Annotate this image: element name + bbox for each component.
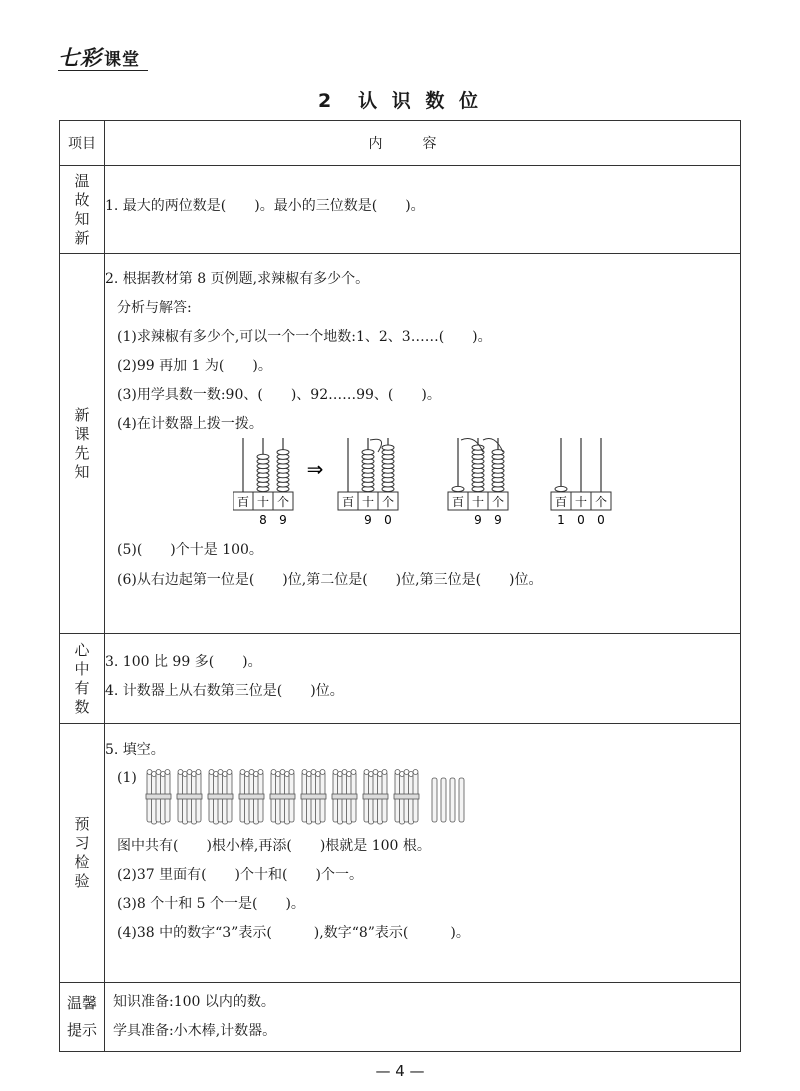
place-label: 十 (471, 495, 485, 509)
abacus-digit: 9 (279, 513, 287, 527)
stick-bundle (239, 770, 264, 825)
step-3: (3)用学具数一数:90、( )、92……99、( )。 (117, 387, 441, 403)
col-item-header: 项目 (60, 121, 105, 166)
abacus-bead (452, 486, 464, 491)
transform-arrow: ⇒ (306, 457, 324, 481)
lesson-table (59, 120, 741, 1052)
part-2: (2)37 里面有( )个十和( )个一。 (117, 867, 363, 883)
section-tips-label: 温馨 提示 (60, 983, 105, 1052)
page-number: — 4 — (375, 1062, 425, 1080)
tip-1: 知识准备:100 以内的数。 (113, 994, 275, 1010)
place-label: 个 (594, 495, 608, 509)
abacus-digit: 0 (384, 513, 392, 527)
stick-bundle (363, 770, 388, 825)
single-stick (432, 778, 437, 822)
stick-end (258, 770, 263, 775)
single-stick (441, 778, 446, 822)
section-check-label: 预 习 检 验 (60, 724, 105, 983)
abacus-bead (277, 450, 289, 455)
step-1: (1)求辣椒有多少个,可以一个一个地数:1、2、3……( )。 (117, 329, 492, 345)
stick-end (165, 770, 170, 775)
question-5: 5. 填空。 (105, 742, 165, 758)
place-label: 十 (361, 495, 375, 509)
stick-bundle (332, 770, 357, 825)
brand-sub: 课堂 (104, 50, 140, 70)
section-mind-label: 心 中 有 数 (60, 634, 105, 724)
bundle-band (146, 794, 171, 799)
section-mind (60, 634, 741, 724)
bundle-band (270, 794, 295, 799)
section-review (60, 166, 741, 254)
stick-end (227, 770, 232, 775)
part-4: (4)38 中的数字“3”表示( ),数字“8”表示( )。 (117, 925, 470, 941)
stick-bundle (208, 770, 233, 825)
stick-end (382, 770, 387, 775)
place-label: 个 (381, 495, 395, 509)
brand-logo (58, 42, 140, 72)
abacus-digit: 0 (597, 513, 605, 527)
bundle-band (363, 794, 388, 799)
stick-end (351, 770, 356, 775)
step-5: (5)( )个十是 100。 (117, 542, 263, 558)
place-label: 十 (256, 495, 270, 509)
abacus-digit: 0 (577, 513, 585, 527)
abacus-digit: 9 (494, 513, 502, 527)
section-preview (60, 254, 741, 634)
abacus-bead (382, 445, 394, 450)
bundle-band (301, 794, 326, 799)
abacus-digit: 1 (557, 513, 565, 527)
abacus-bead (555, 486, 567, 491)
single-stick (450, 778, 455, 822)
stick-bundle (301, 770, 326, 825)
place-label: 百 (554, 495, 568, 509)
abacus-digit: 9 (364, 513, 372, 527)
stick-end (196, 770, 201, 775)
section-tips (60, 983, 741, 1052)
col-content-header: 内容 (105, 121, 741, 166)
brand-underline (58, 70, 148, 71)
sticks-figure (117, 766, 740, 828)
page-title: 2 认 识 数 位 (317, 90, 483, 112)
bundle-band (239, 794, 264, 799)
part-3: (3)8 个十和 5 个一是( )。 (117, 896, 305, 912)
place-label: 十 (574, 495, 588, 509)
abacus-diagram (233, 434, 673, 534)
bundle-band (332, 794, 357, 799)
part-1-label: (1) (117, 770, 137, 786)
step-4: (4)在计数器上拨一拨。 (117, 416, 263, 432)
section-review-label: 温 故 知 新 (60, 166, 105, 254)
abacus-bead (362, 450, 374, 455)
step-6: (6)从右边起第一位是( )位,第二位是( )位,第三位是( )位。 (117, 572, 543, 588)
abacus-digit: 8 (259, 513, 267, 527)
place-label: 个 (276, 495, 290, 509)
question-1: 1. 最大的两位数是( )。最小的三位数是( )。 (105, 198, 425, 214)
place-label: 个 (491, 495, 505, 509)
section-preview-label: 新 课 先 知 (60, 254, 105, 634)
stick-bundle (270, 770, 295, 825)
abacus-bead (257, 454, 269, 459)
question-3: 3. 100 比 99 多( )。 (105, 654, 262, 670)
stick-bundle (394, 770, 419, 825)
place-label: 百 (451, 495, 465, 509)
abacus-digit: 9 (474, 513, 482, 527)
stick-end (320, 770, 325, 775)
analysis-label: 分析与解答: (117, 300, 192, 316)
step-2: (2)99 再加 1 为( )。 (117, 358, 272, 374)
tip-2: 学具准备:小木棒,计数器。 (113, 1023, 277, 1039)
section-check (60, 724, 741, 983)
bundle-band (208, 794, 233, 799)
single-stick (459, 778, 464, 822)
question-4: 4. 计数器上从右数第三位是( )位。 (105, 683, 344, 699)
bundle-band (177, 794, 202, 799)
place-label: 百 (236, 495, 250, 509)
stick-end (413, 770, 418, 775)
stick-bundles (145, 766, 505, 828)
part-1-text: 图中共有( )根小棒,再添( )根就是 100 根。 (117, 838, 431, 854)
question-2: 2. 根据教材第 8 页例题,求辣椒有多少个。 (105, 271, 370, 287)
abacus-figures (233, 434, 740, 534)
brand-name: 七彩 (58, 46, 102, 70)
table-header-row (60, 121, 741, 166)
place-label: 百 (341, 495, 355, 509)
stick-bundle (177, 770, 202, 825)
stick-end (289, 770, 294, 775)
stick-bundle (146, 770, 171, 825)
bundle-band (394, 794, 419, 799)
